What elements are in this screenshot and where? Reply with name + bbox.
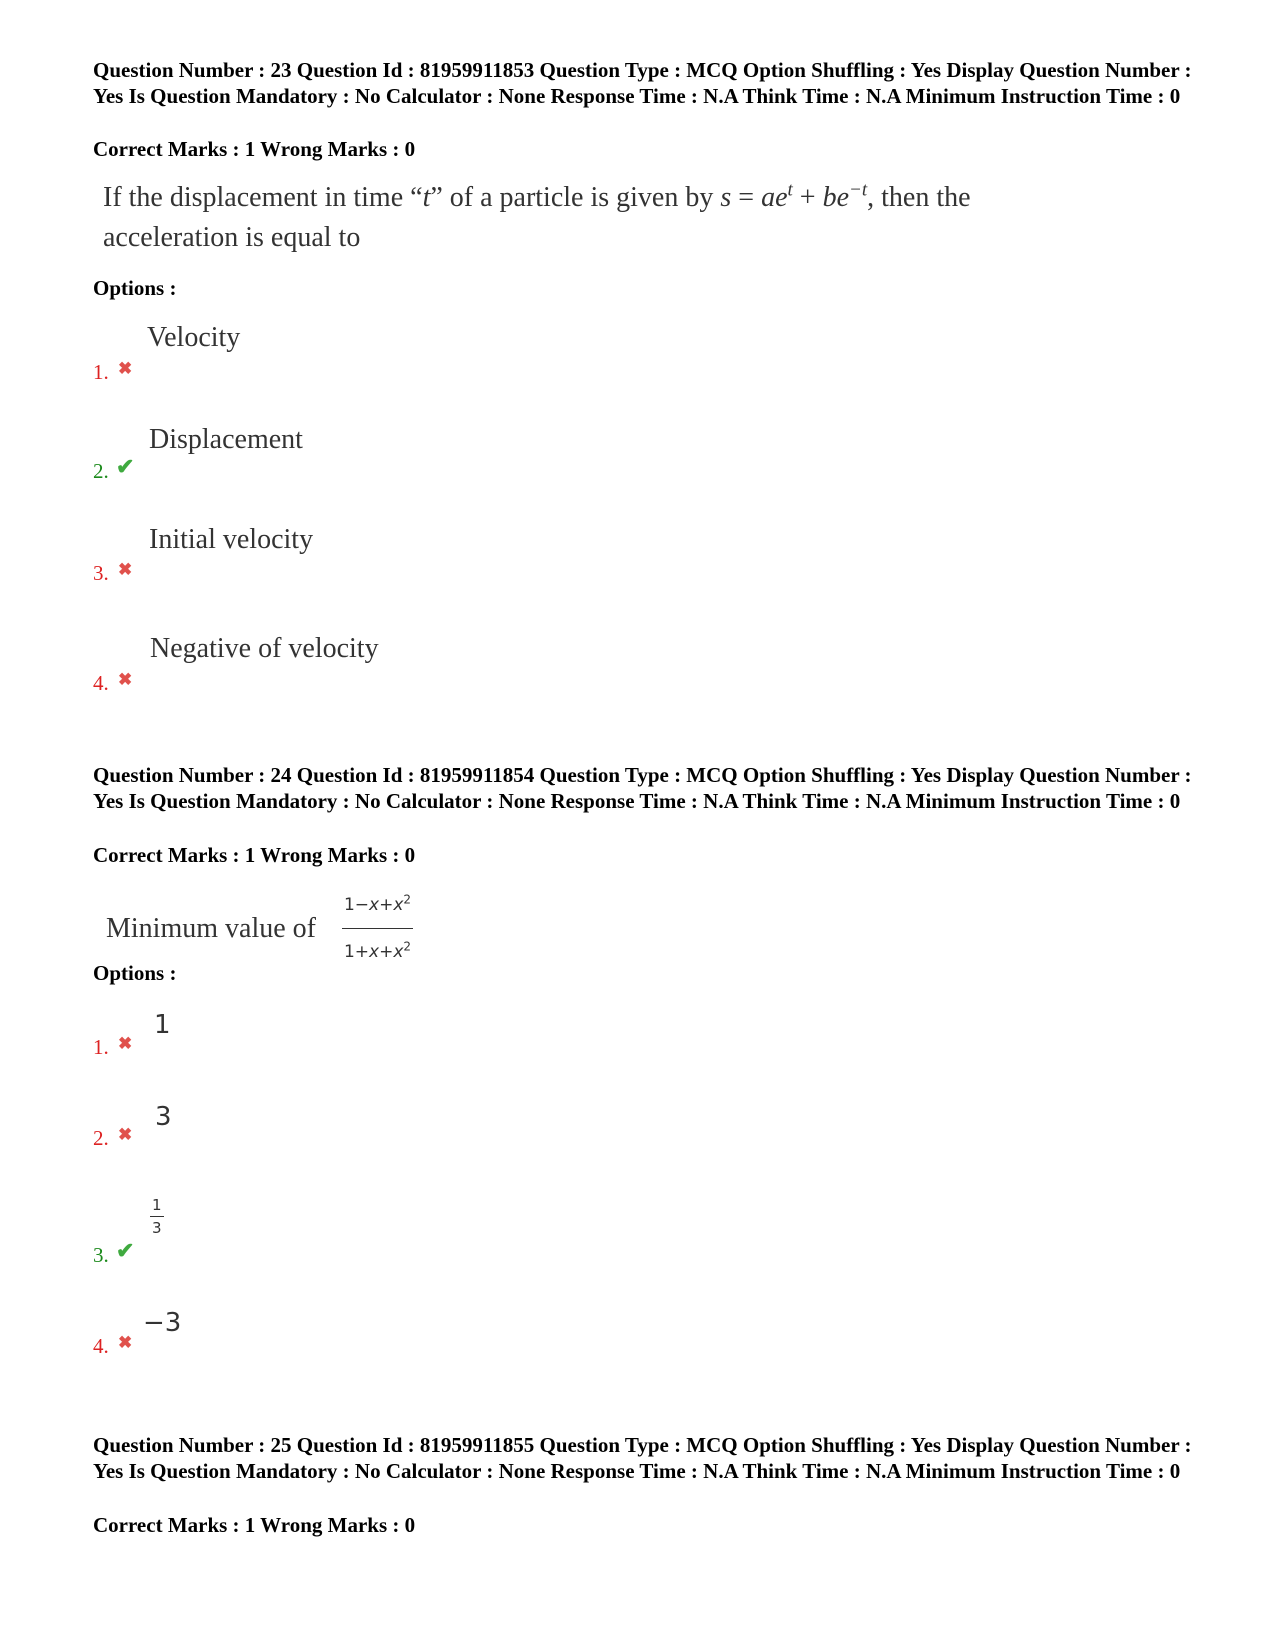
option-text: Negative of velocity (150, 633, 379, 664)
formula-exponent: t (787, 179, 793, 201)
option-number: 4. (93, 671, 109, 695)
question-23-marks: Correct Marks : 1 Wrong Marks : 0 (93, 137, 416, 161)
question-text-part: ” of a particle is given by (430, 182, 721, 213)
question-23-meta: Question Number : 23 Question Id : 81959911853 Question Type : MCQ Option Shuffling : Yes Display Question Number : Yes Is Question Mandatory : No Calculator : None Response Time : N.A Think Time : N.A Minimum Instruction Time : 0 (93, 58, 1192, 108)
option-text: −3 (143, 1308, 182, 1338)
option-number: 4. (93, 1334, 109, 1358)
option-text: 3 (155, 1102, 172, 1132)
wrong-mark-icon: ✖ (118, 1034, 133, 1053)
wrong-mark-icon: ✖ (118, 560, 133, 579)
question-24-meta: Question Number : 24 Question Id : 81959911854 Question Type : MCQ Option Shuffling : Yes Display Question Number : Yes Is Question Mandatory : No Calculator : None Response Time : N.A Think Time : N.A Minimum Instruction Time : 0 (93, 763, 1192, 813)
fraction-denominator: 3 (152, 1219, 162, 1237)
formula-exponent: −t (849, 179, 868, 201)
option-number: 2. (93, 1126, 109, 1150)
question-24-marks: Correct Marks : 1 Wrong Marks : 0 (93, 843, 416, 867)
question-text-part: If the displacement in time “ (103, 182, 423, 213)
option-number: 1. (93, 360, 109, 384)
formula-s: s (720, 182, 732, 213)
question-23-text (103, 178, 971, 258)
question-fraction (342, 885, 413, 972)
formula-ae: ae (761, 182, 788, 213)
fraction-numerator: $1-x+x^2$ (342, 885, 413, 929)
option-number: 3. (93, 561, 109, 585)
option-number: 1. (93, 1035, 109, 1059)
formula-plus: + (792, 182, 823, 213)
option-number: 2. (93, 459, 109, 483)
question-text: Minimum value of (106, 912, 316, 944)
correct-check-icon: ✔ (116, 1238, 135, 1263)
wrong-mark-icon: ✖ (118, 359, 133, 378)
fraction-numerator: 1 (150, 1196, 164, 1217)
question-variable: t (422, 182, 431, 213)
formula-be: be (822, 182, 850, 213)
question-text-line2: acceleration is equal to (103, 222, 361, 253)
question-25-marks: Correct Marks : 1 Wrong Marks : 0 (93, 1513, 416, 1537)
option-fraction (150, 1196, 164, 1237)
wrong-mark-icon: ✖ (118, 1333, 133, 1352)
correct-check-icon: ✔ (116, 454, 135, 479)
question-24-text (106, 885, 413, 972)
wrong-mark-icon: ✖ (118, 1125, 133, 1144)
fraction-denominator: $1+x+x^2$ (343, 939, 412, 962)
question-25-meta: Question Number : 25 Question Id : 81959911855 Question Type : MCQ Option Shuffling : Yes Display Question Number : Yes Is Question Mandatory : No Calculator : None Response Time : N.A Think Time : N.A Minimum Instruction Time : 0 (93, 1433, 1192, 1483)
option-text: Velocity (147, 322, 241, 353)
option-number: 3. (93, 1243, 109, 1267)
option-text: Initial velocity (149, 524, 314, 555)
formula-eq: = (731, 182, 762, 213)
question-text-part: , then the (867, 182, 971, 213)
options-label: Options : (93, 276, 177, 300)
wrong-mark-icon: ✖ (118, 670, 133, 689)
option-text: Displacement (149, 424, 303, 455)
options-label: Options : (93, 961, 177, 985)
option-text: 1 (154, 1010, 171, 1040)
